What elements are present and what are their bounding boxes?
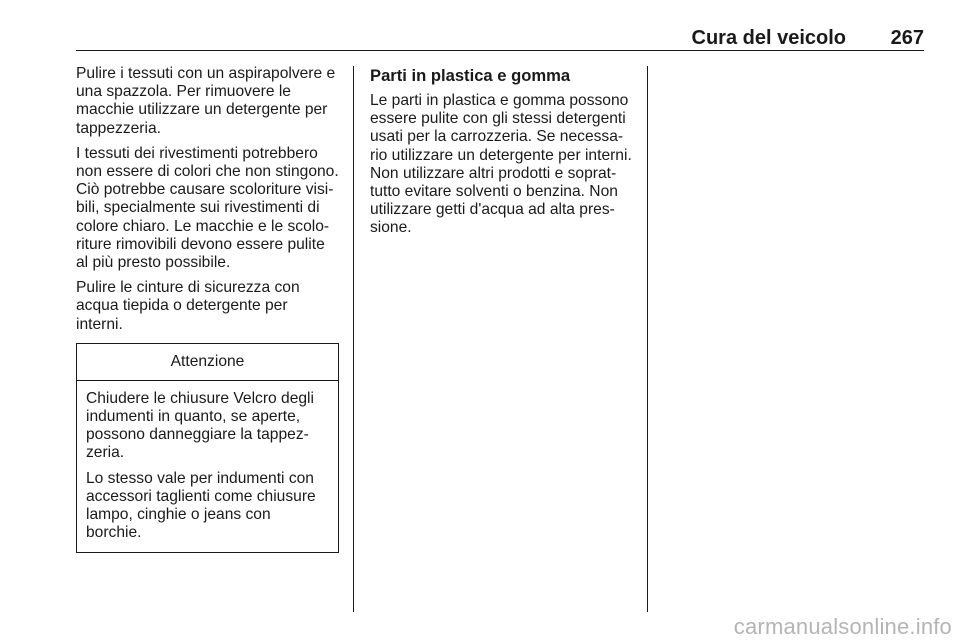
text-line: macchie utilizzare un detergente per <box>76 101 328 119</box>
text-line: tutto evitare solventi o benzina. Non <box>370 183 618 201</box>
page-header <box>76 26 924 51</box>
text-line: Pulire i tessuti con un aspirapolvere e <box>76 65 336 82</box>
caution-paragraph-velcro <box>86 390 329 463</box>
text-line: borchie. <box>86 524 142 542</box>
text-line: tappezzeria. <box>76 119 161 137</box>
text-line: Le parti in plastica e gomma possono <box>370 92 629 109</box>
text-line: una spazzola. Per rimuovere le <box>76 83 291 101</box>
text-line: sione. <box>370 219 412 237</box>
text-line: bili, specialmente sui rivestimenti di <box>76 199 320 217</box>
text-line: Ciò potrebbe causare scoloriture visi‐ <box>76 181 334 199</box>
paragraph-seat-belts <box>76 279 342 334</box>
text-line: essere pulite con gli stessi detergenti <box>370 110 626 128</box>
text-line: possono danneggiare la tappez‐ <box>86 426 309 444</box>
paragraph-cleaning-fabrics <box>76 65 342 138</box>
text-line: lampo, cinghie o jeans con <box>86 506 271 524</box>
paragraph-fabric-colors <box>76 145 342 272</box>
text-line: utilizzare getti d'acqua ad alta pres‐ <box>370 201 615 219</box>
text-line: Chiudere le chiusure Velcro degli <box>86 389 314 407</box>
text-line: interni. <box>76 315 123 333</box>
text-line: Non utilizzare altri prodotti e soprat‐ <box>370 164 617 182</box>
text-line: zeria. <box>86 444 125 462</box>
text-line: I tessuti dei rivestimenti potrebbero <box>76 144 318 162</box>
text-line: usati per la carrozzeria. Se necessa‐ <box>370 128 624 146</box>
text-line: non essere di colori che non stingono. <box>76 163 339 181</box>
column-divider-right <box>647 66 648 612</box>
text-line: accessori taglienti come chiusure <box>86 487 316 505</box>
caution-title: Attenzione <box>77 344 338 381</box>
section-title: Cura del veicolo <box>691 27 846 49</box>
watermark-text: carmanualsonline.info <box>733 614 952 639</box>
column-divider-left <box>353 66 354 612</box>
caution-body <box>77 381 338 553</box>
caution-notice <box>76 343 339 554</box>
middle-column <box>370 65 636 245</box>
page-number: 267 <box>890 27 924 49</box>
text-line: Lo stesso vale per indumenti con <box>86 469 314 487</box>
text-line: indumenti in quanto, se aperte, <box>86 408 301 426</box>
section-heading-plastic-rubber: Parti in plastica e gomma <box>370 66 571 85</box>
left-column <box>76 65 342 553</box>
text-line: al più presto possibile. <box>76 254 231 272</box>
text-line: rio utilizzare un detergente per interni. <box>370 146 632 164</box>
text-line: colore chiaro. Le macchie e le scolo‐ <box>76 217 330 235</box>
text-line: acqua tiepida o detergente per <box>76 297 288 315</box>
text-line: Pulire le cinture di sicurezza con <box>76 279 300 297</box>
caution-paragraph-sharp-accessories <box>86 470 329 543</box>
paragraph-plastic-rubber <box>370 92 636 238</box>
text-line: riture rimovibili devono essere pulite <box>76 235 325 253</box>
